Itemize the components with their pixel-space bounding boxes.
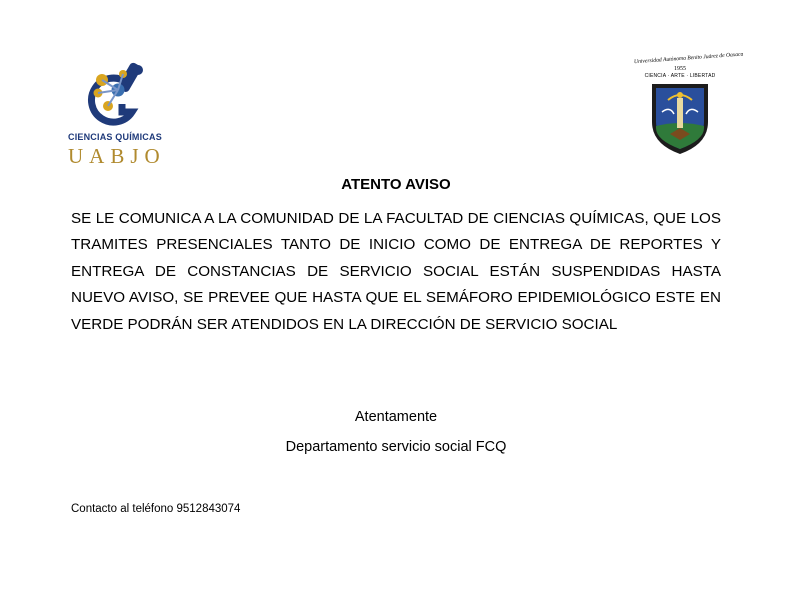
notice-body: SE LE COMUNICA A LA COMUNIDAD DE LA FACULTAD DE CIENCIAS QUÍMICAS, QUE LOS TRAMITES PRESENCIALES TANTO DE INICIO COMO DE ENTREGA DE REPORTES Y ENTREGA DE CONSTANCIAS DE SERVICIO SOCIAL ESTÁN SUSPENDIDAS HASTA NUEVO AVISO, SE PREVEE QUE HASTA QUE EL SEMÁFORO EPIDEMIOLÓGICO ESTE EN VERDE PODRÁN SER ATENDIDOS EN LA DIRECCIÓN DE SERVICIO SOCIAL <box>71 210 721 333</box>
notice-title: ATENTO AVISO <box>341 176 451 193</box>
uabjo-crest <box>633 51 744 158</box>
crest-year: 1955 <box>674 66 686 72</box>
closing-text: Atentamente <box>354 409 438 425</box>
logo-uabjo: UABJO <box>68 144 166 168</box>
crest-university-name: Universidad Autónoma Benito Juárez de Oaxaca <box>633 51 744 66</box>
contact-phone: Contacto al teléfono 9512843074 <box>71 503 241 515</box>
signature-department: Departamento servicio social FCQ <box>285 439 507 455</box>
crest-motto: CIENCIA · ARTE · LIBERTAD <box>644 73 716 79</box>
ciencias-quimicas-logo <box>68 60 168 170</box>
logo-caption: CIENCIAS QUÍMICAS <box>68 132 162 142</box>
shield-icon <box>650 82 710 156</box>
molecule-icon <box>82 60 154 132</box>
